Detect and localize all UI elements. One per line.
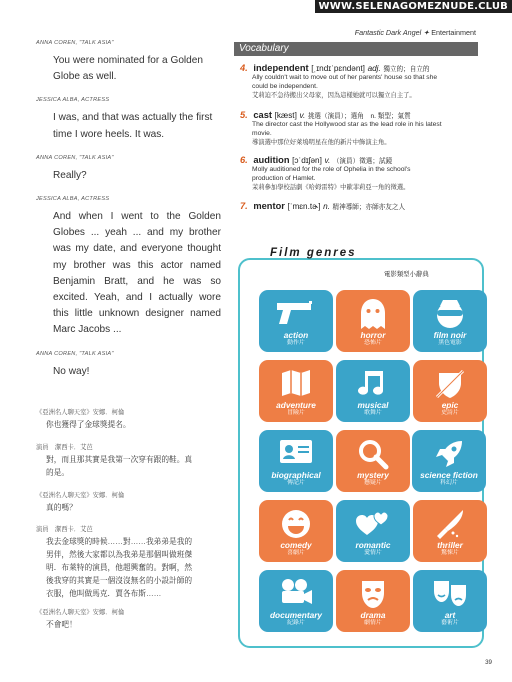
- vocab-pos: adj.: [367, 64, 381, 73]
- genre-tile-thriller: [413, 500, 487, 562]
- vocab-example: Molly auditioned for the role of Ophelia in the school's: [252, 166, 411, 173]
- translation-block: [36, 442, 221, 479]
- vocab-term: [240, 201, 480, 211]
- genre-tile-documentary: [259, 570, 333, 632]
- vocab-term: [240, 155, 480, 165]
- hearts-icon: [355, 507, 391, 539]
- genre-tile-adventure: [259, 360, 333, 422]
- bullet-glyph: ✦: [423, 28, 430, 37]
- genre-tile-drama: [336, 570, 410, 632]
- dialogue-line: Really?: [53, 169, 87, 181]
- speaker-label: ANNA COREN, "TALK ASIA": [36, 350, 114, 357]
- translation-line: 你也獲得了金球獎提名。: [46, 420, 131, 429]
- genre-label-zh: 劇情片: [364, 619, 382, 626]
- translation-speaker: 《亞洲名人聊天室》安娜．柯倫: [36, 609, 125, 616]
- dialogue-line: I was, and that was actually the first time I wore heels. It was.: [53, 112, 213, 140]
- vocab-example: Ally couldn't wait to move out of her parents' house so that she: [252, 74, 438, 81]
- vocab-phonetic: [ɔˈdɪʃən]: [292, 156, 322, 165]
- vocab-word: independent: [253, 63, 309, 73]
- genre-tile-musical: [336, 360, 410, 422]
- vocab-pos: v.: [324, 156, 331, 165]
- speaker-label: ANNA COREN, "TALK ASIA": [36, 40, 114, 46]
- genre-label-zh: 驚悚片: [441, 549, 459, 556]
- genre-tile-horror: [336, 290, 410, 352]
- music-note-icon: [356, 367, 390, 401]
- dialogue-line: And when I went to the Golden Globes ... yeah ... and my brother was my date, and everyone thought my brother was this actor named Benjamin Bratt, and he was so excited. Yeah, and I actually wore this little unknown designer named Marc Jacobs ...: [53, 211, 221, 336]
- vocab-entry: [240, 155, 480, 192]
- vocab-translation: 導演選中那位好萊塢明星在他的新片中飾演主角。: [252, 139, 391, 147]
- vocab-number: 4.: [240, 63, 248, 73]
- translation-block: [36, 607, 221, 631]
- translation-speaker: 《亞洲名人聊天室》安娜．柯倫: [36, 409, 125, 416]
- vocab-gloss: 精神導師；亦師亦友之人: [332, 204, 406, 211]
- magnifier-icon: [356, 437, 390, 471]
- genre-tile-comedy: [259, 500, 333, 562]
- genre-label-en: epic: [441, 399, 459, 410]
- section-title: Entertainment: [431, 28, 476, 37]
- genre-tile-biographical: [259, 430, 333, 492]
- film-camera-icon: [278, 577, 314, 609]
- vocab-word: cast: [253, 110, 272, 120]
- vocab-entry: [240, 63, 480, 100]
- dialogue-column: [36, 40, 221, 392]
- genre-label-zh: 愛情片: [364, 549, 382, 556]
- genre-label-zh: 藝術片: [441, 619, 459, 626]
- vocab-example: The director cast the Hollywood star as the lead role in his latest: [252, 121, 442, 128]
- gun-icon: [273, 297, 319, 329]
- vocab-example: could be independent.: [252, 82, 318, 90]
- genre-label-zh: 喜劇片: [287, 549, 305, 556]
- genre-label-zh: 冒險片: [287, 409, 305, 416]
- genre-label-en: documentary: [269, 609, 323, 620]
- drama-masks-icon: [356, 577, 390, 611]
- theater-masks-icon: [432, 577, 468, 609]
- vocab-phonetic: [ˌɪndɪˈpɛndənt]: [311, 64, 365, 73]
- genre-tile-art: [413, 570, 487, 632]
- genre-label-en: romantic: [355, 539, 391, 550]
- vocab-gloss: 獨立的；自立的: [383, 66, 430, 73]
- translation-speaker: 《亞洲名人聊天室》安娜．柯倫: [36, 492, 125, 499]
- genre-tile-epic: [413, 360, 487, 422]
- genre-label-zh: 動作片: [287, 339, 305, 346]
- series-title: Fantastic Dark Angel: [354, 28, 422, 37]
- genre-label-zh: 恐怖片: [364, 339, 382, 346]
- speaker-label: JESSICA ALBA, ACTRESS: [36, 196, 110, 203]
- rocket-icon: [432, 437, 466, 471]
- genre-label-zh: 科幻片: [440, 479, 458, 486]
- genre-label-en: action: [283, 329, 309, 340]
- vocab-number: 7.: [240, 201, 248, 211]
- vocab-number: 5.: [240, 110, 248, 120]
- vocab-phonetic: [ˈmɛn.tɚ]: [287, 202, 321, 211]
- running-head: [355, 28, 476, 37]
- genre-label-en: drama: [360, 609, 386, 620]
- vocab-entry: [240, 201, 480, 211]
- vocabulary-heading: Vocabulary: [234, 42, 478, 56]
- masked-face-icon: [433, 297, 467, 331]
- watermark-banner: WWW.SELENAGOMEZNUDE.CLUB: [315, 0, 512, 13]
- genre-label-zh: 傳記片: [287, 479, 305, 486]
- genre-tile-science-fiction: [404, 430, 494, 492]
- genre-label-zh: 史詩片: [441, 409, 459, 416]
- genre-tile-action: [259, 290, 333, 352]
- translation-block: [36, 407, 221, 431]
- translation-line: 不會吧！: [46, 620, 77, 629]
- map-icon: [279, 367, 313, 399]
- genre-label-en: film noir: [433, 329, 467, 340]
- speaker-label: ANNA COREN, "TALK ASIA": [36, 154, 114, 161]
- id-card-icon: [278, 437, 314, 467]
- translation-speaker: 演員 潔西卡．艾芭: [36, 526, 93, 533]
- vocab-word: mentor: [253, 201, 285, 211]
- translation-line: 後我穿的其實是一個沒沒無名的小設計師的: [46, 576, 193, 585]
- genre-label-en: mystery: [357, 469, 389, 480]
- ghost-icon: [356, 297, 390, 331]
- genre-label-zh: 黑色電影: [438, 339, 462, 346]
- knife-icon: [433, 507, 467, 541]
- genre-tile-film-noir: [413, 290, 487, 352]
- dialogue-line: You were nominated for a Golden Globe as well.: [53, 55, 204, 83]
- genre-label-en: horror: [360, 329, 386, 340]
- translation-block: [36, 524, 221, 600]
- translation-line: 男伴，然後大家都以為我弟是那個叫做班傑: [46, 550, 193, 559]
- vocab-pos: v.: [299, 111, 306, 120]
- genre-label-en: thriller: [437, 539, 463, 550]
- genre-label-en: art: [444, 609, 456, 620]
- genre-label-en: biographical: [271, 469, 321, 480]
- vocab-number: 6.: [240, 155, 248, 165]
- genre-label-en: science fiction: [420, 469, 478, 480]
- genre-label-zh: 懸疑片: [364, 479, 382, 486]
- vocab-example: production of Hamlet.: [252, 174, 316, 182]
- translation-line: 的是。: [46, 468, 70, 477]
- vocab-word: audition: [253, 155, 290, 165]
- genre-label-en: musical: [357, 399, 389, 410]
- genre-subtitle: 電影類型小辭典: [384, 271, 429, 278]
- genre-tile-romantic: [336, 500, 410, 562]
- genre-label-en: adventure: [276, 399, 316, 410]
- dialogue-line: No way!: [53, 365, 90, 377]
- vocab-gloss: （演員）徵選；試鏡: [332, 158, 393, 165]
- vocab-entry: [240, 110, 480, 147]
- vocab-phonetic: [kæst]: [274, 111, 297, 120]
- translation-speaker: 演員 潔西卡．艾芭: [36, 444, 93, 451]
- vocab-gloss: 挑選（演員）；選角 n. 類型；氣質: [307, 113, 411, 120]
- translation-line: 真的嗎？: [46, 503, 77, 512]
- smiley-icon: [279, 507, 313, 541]
- translation-line: 我去金球獎的時候……對……我弟弟是我的: [46, 537, 193, 546]
- translation-line: 衣服，他叫做馬克．賈各布斯……: [46, 589, 162, 598]
- genre-label-zh: 歌舞片: [364, 409, 382, 416]
- vocab-term: [240, 63, 480, 73]
- vocab-term: [240, 110, 480, 120]
- vocab-translation: 艾莉迫不急待搬出父母家，因為這樣她就可以獨立自主了。: [252, 92, 416, 100]
- shield-sword-icon: [433, 367, 467, 401]
- genre-title: Film genres: [270, 247, 357, 259]
- speaker-label: JESSICA ALBA, ACTRESS: [36, 97, 110, 104]
- translation-block: [36, 490, 221, 514]
- vocab-translation: 茉莉參加學校話劇《哈姆雷特》中歐菲莉亞一角的徵選。: [252, 184, 410, 192]
- genre-label-zh: 紀錄片: [287, 619, 305, 626]
- page-number: 39: [485, 659, 492, 666]
- translation-line: 明．布萊特的演員，他超興奮的。對啊，然: [46, 563, 193, 572]
- vocab-example: movie.: [252, 129, 272, 137]
- genre-tile-mystery: [336, 430, 410, 492]
- translation-line: 對，而且那其實是我第一次穿有跟的鞋。真: [46, 455, 193, 464]
- vocab-pos: n.: [323, 202, 330, 211]
- genre-label-en: comedy: [280, 539, 312, 550]
